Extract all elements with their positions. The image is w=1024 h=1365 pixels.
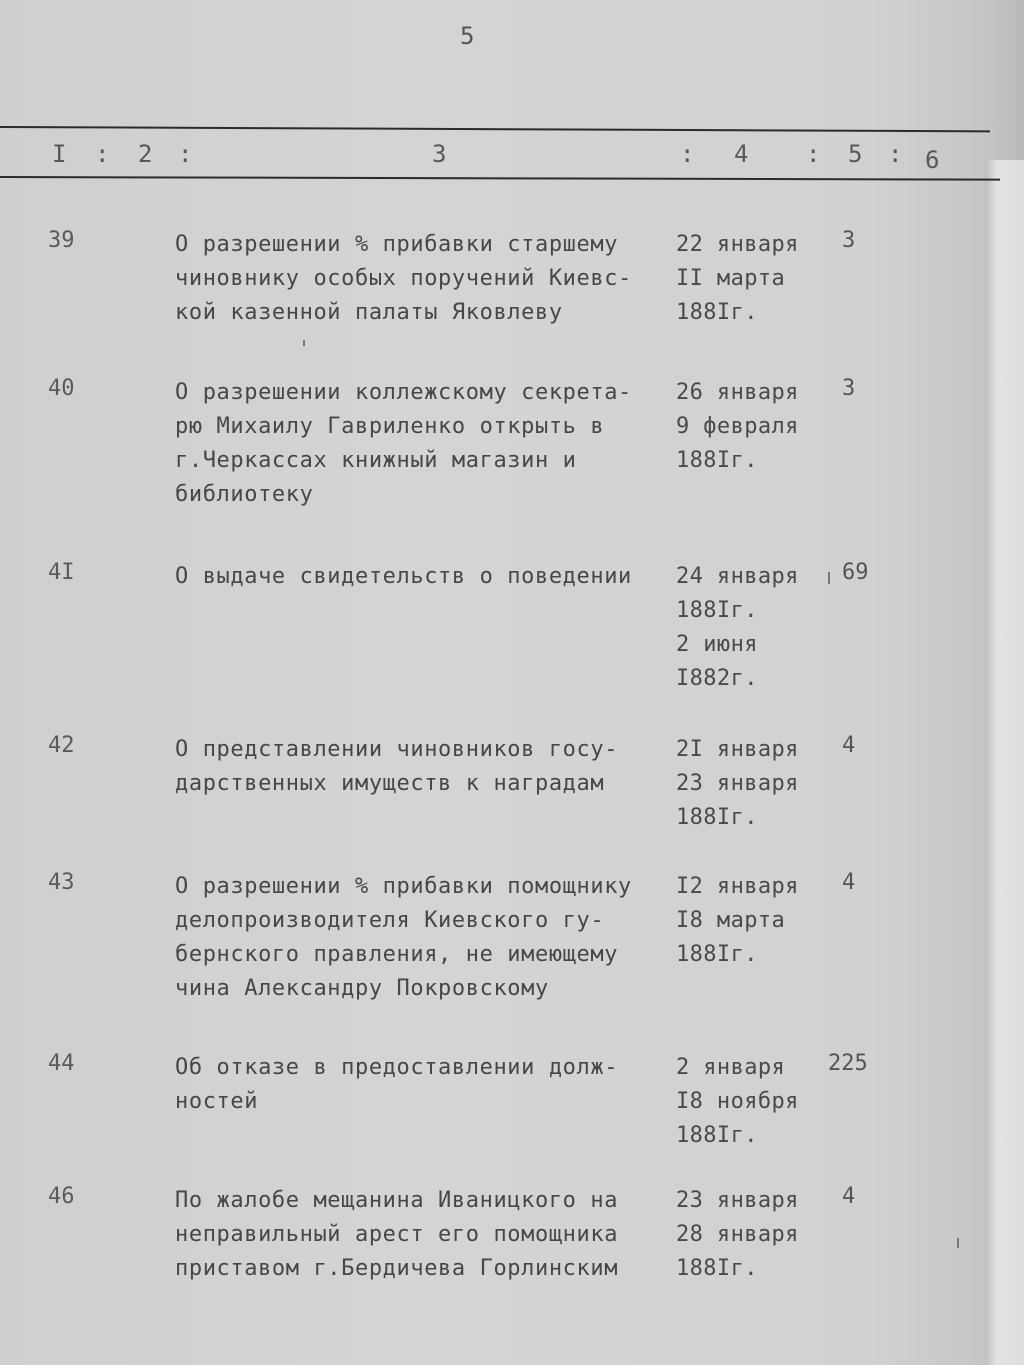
description-line: чиновнику особых поручений Киевс- (175, 266, 632, 291)
description-line: рю Михаилу Гавриленко открыть в (175, 414, 605, 439)
description-line: приставом г.Бердичева Горлинским (175, 1256, 619, 1281)
header-col-5: 5 (848, 140, 863, 168)
header-col-6: 6 (925, 146, 940, 174)
date-line: 2I января (676, 737, 799, 762)
description-line: делопроизводителя Киевского гу- (175, 908, 605, 933)
header-bottom-rule (0, 176, 1000, 181)
description-line: О представлении чиновников госу- (175, 737, 619, 762)
date-line: 188Iг. (676, 1256, 758, 1281)
stray-mark (303, 340, 305, 346)
row-number: 44 (48, 1051, 75, 1076)
description-line: Об отказе в предоставлении долж- (175, 1055, 619, 1080)
date-line: I882г. (676, 666, 758, 691)
date-line: 22 января (676, 232, 799, 257)
row-number: 39 (48, 228, 75, 253)
description-line: библиотеку (175, 482, 314, 507)
description-line: бернского правления, не имеющему (175, 942, 619, 967)
row-dates (676, 228, 816, 330)
header-col-4: 4 (734, 140, 749, 168)
row-description (175, 228, 665, 330)
description-line: дарственных имуществ к наградам (175, 771, 605, 796)
description-line: г.Черкассах книжный магазин и (175, 448, 577, 473)
header-separator: : (806, 140, 821, 168)
stray-mark (828, 572, 830, 584)
row-number: 46 (48, 1184, 75, 1209)
description-line: чина Александру Покровскому (175, 976, 549, 1001)
header-col-3: 3 (432, 140, 447, 168)
description-line: кой казенной палаты Яковлеву (175, 300, 563, 325)
row-dates (676, 733, 816, 835)
header-top-rule (0, 126, 990, 132)
row-number: 42 (48, 733, 75, 758)
row-dates (676, 1051, 816, 1153)
date-line: 188Iг. (676, 1123, 758, 1148)
row-sheet-count: 3 (842, 376, 856, 401)
row-dates (676, 870, 816, 972)
date-line: I8 марта (676, 908, 786, 933)
date-line: I8 ноября (676, 1089, 799, 1114)
date-line: 23 января (676, 771, 799, 796)
description-line: О разрешении % прибавки помощнику (175, 874, 632, 899)
row-description (175, 870, 665, 1006)
row-description (175, 1051, 665, 1119)
row-dates (676, 560, 816, 696)
row-sheet-count: 69 (842, 560, 869, 585)
row-number: 43 (48, 870, 75, 895)
date-line: 2 июня (676, 632, 758, 657)
date-line: I2 января (676, 874, 799, 899)
description-line: О выдаче свидетельств о поведении (175, 564, 632, 589)
date-line: 188Iг. (676, 942, 758, 967)
date-line: 188Iг. (676, 448, 758, 473)
header-separator: : (680, 140, 695, 168)
row-dates (676, 376, 816, 478)
row-sheet-count: 3 (842, 228, 856, 253)
page-number: 5 (460, 22, 475, 50)
date-line: 24 января (676, 564, 799, 589)
row-sheet-count: 4 (842, 1184, 856, 1209)
row-dates (676, 1184, 816, 1286)
date-line: 188Iг. (676, 598, 758, 623)
page-edge-shadow (985, 160, 1024, 1365)
row-sheet-count: 225 (828, 1051, 868, 1076)
description-line: О разрешении % прибавки старшему (175, 232, 619, 257)
row-description (175, 733, 665, 801)
date-line: 2 января (676, 1055, 786, 1080)
description-line: По жалобе мещанина Иваницкого на (175, 1188, 619, 1213)
stray-mark (957, 1238, 959, 1248)
header-separator: : (178, 140, 193, 168)
header-col-2: 2 (138, 140, 153, 168)
row-number: 40 (48, 376, 75, 401)
row-number: 4I (48, 560, 75, 585)
date-line: 9 февраля (676, 414, 799, 439)
row-description (175, 1184, 665, 1286)
date-line: 23 января (676, 1188, 799, 1213)
description-line: неправильный арест его помощника (175, 1222, 619, 1247)
header-col-1: I (52, 140, 67, 168)
date-line: 188Iг. (676, 300, 758, 325)
row-sheet-count: 4 (842, 733, 856, 758)
header-separator: : (95, 140, 110, 168)
date-line: 28 января (676, 1222, 799, 1247)
row-description (175, 376, 665, 512)
date-line: II марта (676, 266, 786, 291)
date-line: 188Iг. (676, 805, 758, 830)
row-description (175, 560, 665, 594)
date-line: 26 января (676, 380, 799, 405)
row-sheet-count: 4 (842, 870, 856, 895)
description-line: ностей (175, 1089, 259, 1114)
header-separator: : (888, 140, 903, 168)
description-line: О разрешении коллежскому секрета- (175, 380, 632, 405)
